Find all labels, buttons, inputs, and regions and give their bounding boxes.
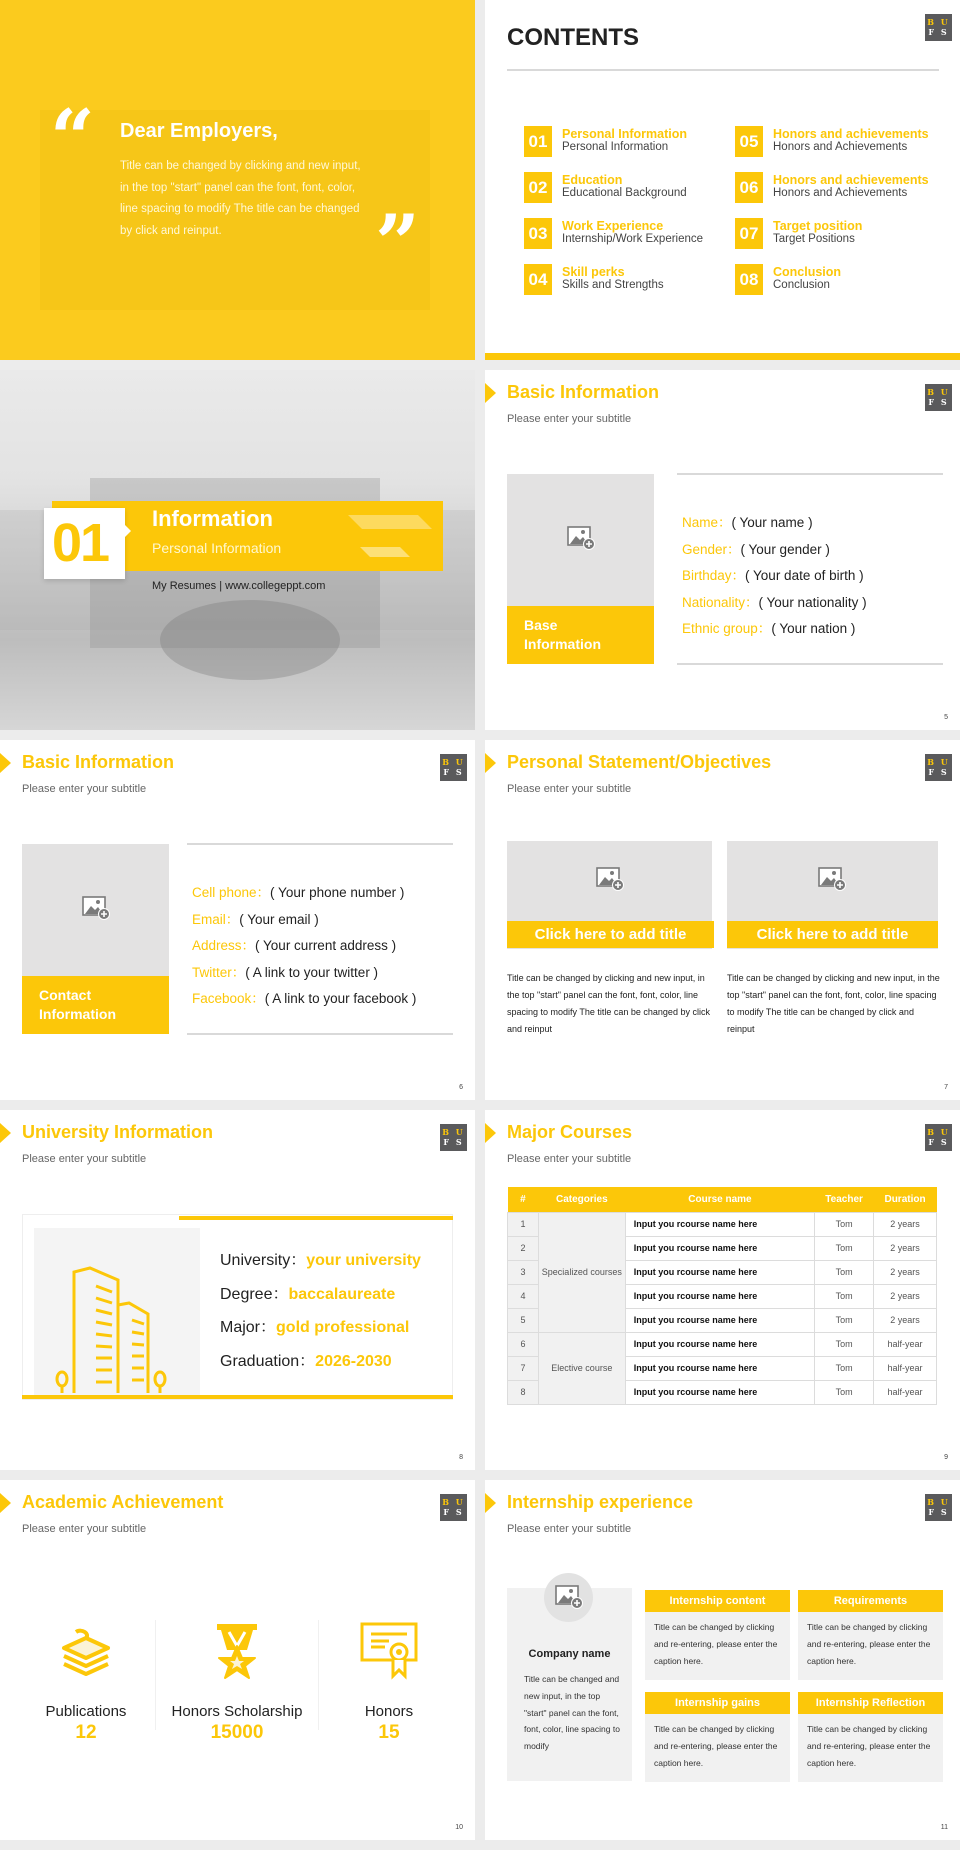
header-arrow-icon bbox=[0, 753, 11, 773]
table-header-row bbox=[508, 1187, 937, 1212]
header-arrow-icon bbox=[0, 1123, 11, 1143]
slide-subtitle: Please enter your subtitle bbox=[22, 1523, 147, 1535]
toc-title: Skill perks bbox=[562, 265, 625, 279]
bufs-logo: B U F S bbox=[440, 1124, 467, 1151]
photo-tree bbox=[160, 600, 340, 680]
slide-title: Basic Information bbox=[22, 752, 175, 772]
slide-basic-information bbox=[485, 370, 960, 730]
card-body: Title can be changed by clicking and new input, in the top "start" panel can the font, font, color, line spacing to modify The title can be changed by click and reinput bbox=[507, 973, 710, 1034]
header-arrow-icon bbox=[485, 383, 496, 403]
add-image-icon[interactable] bbox=[82, 896, 110, 920]
bufs-logo: B U F S bbox=[925, 1494, 952, 1521]
slide-title: Internship experience bbox=[507, 1492, 694, 1512]
toc-number: 01 bbox=[524, 126, 552, 157]
divider bbox=[187, 843, 453, 845]
field-facebook[interactable]: Facebook：( A link to your facebook ) bbox=[192, 991, 417, 1006]
field-birthday[interactable]: Birthday：( Your date of birth ) bbox=[682, 568, 864, 583]
bufs-logo: B U F S bbox=[925, 754, 952, 781]
cover-title: Dear Employers, bbox=[120, 120, 278, 142]
field-address[interactable]: Address：( Your current address ) bbox=[192, 938, 397, 953]
column-header: Teacher bbox=[815, 1187, 874, 1212]
section-title: Information bbox=[152, 506, 273, 531]
achievement-scholarship bbox=[157, 1620, 317, 1744]
header-arrow-icon bbox=[485, 753, 496, 773]
box-body: Title can be changed by clicking and re-entering, please enter the caption here. bbox=[654, 1724, 778, 1768]
slide-subtitle: Please enter your subtitle bbox=[507, 783, 632, 795]
card-caption[interactable]: Click here to add title bbox=[727, 921, 938, 948]
medal-icon bbox=[207, 1620, 267, 1680]
slide-personal-statement bbox=[485, 740, 960, 1100]
slide-title: Academic Achievement bbox=[22, 1492, 224, 1512]
toc-title: Conclusion bbox=[773, 265, 842, 279]
card-caption: Base Information bbox=[507, 606, 654, 664]
achievement-value: 15000 bbox=[210, 1722, 264, 1743]
decor-stripe bbox=[348, 515, 432, 529]
achievement-value: 12 bbox=[75, 1722, 97, 1743]
company-description: Title can be changed and new input, in the top "start" panel can the font, font, color, line spacing to modify bbox=[524, 1674, 620, 1752]
slide-major-courses bbox=[485, 1110, 960, 1470]
certificate-icon bbox=[359, 1620, 419, 1680]
slide-subtitle: Please enter your subtitle bbox=[22, 783, 147, 795]
section-credit: My Resumes | www.collegeppt.com bbox=[152, 580, 326, 592]
toc-subtitle: Personal Information bbox=[562, 141, 669, 153]
photo-placeholder[interactable] bbox=[22, 844, 169, 1034]
page-number: 8 bbox=[459, 1454, 463, 1461]
achievement-value: 15 bbox=[378, 1722, 400, 1743]
category-cell: Specialized courses bbox=[538, 1212, 625, 1332]
field-name[interactable]: Name：( Your name ) bbox=[682, 515, 813, 530]
cover-body: Title can be changed by clicking and new input, in the top "start" panel can the font, font, color, line spacing to modify The title can be changed by click and reinput. bbox=[120, 160, 361, 237]
table-row[interactable]: 7 Input you rcourse name here Tom half-year bbox=[508, 1356, 937, 1380]
toc-title: Personal Information bbox=[562, 127, 688, 141]
slide-academic-achievement bbox=[0, 1480, 475, 1840]
contact-fields bbox=[192, 881, 416, 1014]
divider bbox=[677, 663, 943, 665]
table-row[interactable]: 8 Input you rcourse name here Tom half-year bbox=[508, 1380, 937, 1404]
page-number: 11 bbox=[940, 1824, 948, 1831]
company-name: Company name bbox=[528, 1648, 611, 1660]
page-number: 5 bbox=[944, 714, 948, 721]
slide-title: Basic Information bbox=[507, 382, 660, 402]
box-body: Title can be changed by clicking and re-entering, please enter the caption here. bbox=[654, 1622, 778, 1666]
toc-number: 05 bbox=[735, 126, 763, 157]
toc-subtitle: Honors and Achievements bbox=[773, 141, 908, 153]
field-ethnic-group[interactable]: Ethnic group：( Your nation ) bbox=[682, 621, 856, 636]
table-row[interactable]: 2 Input you rcourse name here Tom 2 years bbox=[508, 1236, 937, 1260]
add-image-icon[interactable] bbox=[818, 867, 846, 891]
column-header: Categories bbox=[538, 1187, 625, 1212]
toc-number: 08 bbox=[735, 264, 763, 295]
divider bbox=[155, 1620, 156, 1730]
slide-subtitle: Please enter your subtitle bbox=[507, 413, 632, 425]
box-title: Internship gains bbox=[645, 1692, 790, 1714]
column-header: # bbox=[508, 1187, 539, 1212]
add-image-icon[interactable] bbox=[555, 1585, 583, 1609]
detail-university[interactable]: University：your university bbox=[220, 1252, 421, 1269]
info-box-internship-reflection bbox=[798, 1692, 943, 1782]
contents-title: CONTENTS bbox=[507, 24, 639, 51]
header-arrow-icon bbox=[0, 1493, 11, 1513]
slide-contact-information bbox=[0, 740, 475, 1100]
info-box-internship-content bbox=[645, 1590, 790, 1680]
toc-title: Target position bbox=[773, 219, 863, 233]
header-arrow-icon bbox=[485, 1123, 496, 1143]
achievement-label: Honors bbox=[364, 1703, 414, 1720]
toc-number: 06 bbox=[735, 172, 763, 203]
toc-subtitle: Internship/Work Experience bbox=[562, 233, 704, 245]
slide-title: Personal Statement/Objectives bbox=[507, 752, 772, 772]
column-header: Duration bbox=[874, 1187, 937, 1212]
section-number: 01 bbox=[52, 513, 109, 573]
add-image-icon[interactable] bbox=[567, 526, 595, 550]
card-caption: Contact Information bbox=[22, 976, 169, 1034]
achievement-label: Publications bbox=[45, 1703, 127, 1720]
table-row[interactable]: 4 Input you rcourse name here Tom 2 years bbox=[508, 1284, 937, 1308]
slide-title: Major Courses bbox=[507, 1122, 633, 1142]
card-caption[interactable]: Click here to add title bbox=[507, 921, 714, 948]
toc-number: 07 bbox=[735, 218, 763, 249]
box-body: Title can be changed by clicking and re-entering, please enter the caption here. bbox=[807, 1724, 931, 1768]
toc-subtitle: Educational Background bbox=[562, 187, 687, 199]
detail-graduation[interactable]: Graduation：2026-2030 bbox=[220, 1352, 392, 1370]
books-icon bbox=[56, 1620, 116, 1680]
accent-bar bbox=[22, 1395, 453, 1399]
accent-bar bbox=[485, 353, 960, 360]
bufs-logo: B U F S bbox=[925, 14, 952, 41]
toc-number: 04 bbox=[524, 264, 552, 295]
accent-bar bbox=[179, 1216, 453, 1220]
toc-title: Honors and achievements bbox=[773, 127, 929, 141]
field-twitter[interactable]: Twitter：( A link to your twitter ) bbox=[192, 964, 379, 980]
open-quote-icon: “ bbox=[50, 93, 95, 184]
slide-subtitle: Please enter your subtitle bbox=[507, 1523, 632, 1535]
bufs-logo: B U F S bbox=[925, 1124, 952, 1151]
table-row[interactable]: 6 Elective course Input you rcourse name here Tom half-year bbox=[508, 1332, 937, 1356]
bufs-logo: B U F S bbox=[925, 384, 952, 411]
toc-subtitle: Skills and Strengths bbox=[562, 279, 664, 291]
table-row[interactable]: 5 Input you rcourse name here Tom 2 years bbox=[508, 1308, 937, 1332]
box-body: Title can be changed by clicking and re-entering, please enter the caption here. bbox=[807, 1622, 931, 1666]
photo-placeholder[interactable] bbox=[507, 474, 654, 664]
notch bbox=[125, 525, 131, 537]
toc-title: Honors and achievements bbox=[773, 173, 929, 187]
bufs-logo: B U F S bbox=[440, 754, 467, 781]
company-logo-placeholder[interactable] bbox=[544, 1573, 593, 1622]
divider bbox=[677, 473, 943, 475]
table-row[interactable]: 3 Input you rcourse name here Tom 2 years bbox=[508, 1260, 937, 1284]
slide-internship-experience bbox=[485, 1480, 960, 1840]
university-details bbox=[220, 1247, 421, 1381]
achievement-label: Honors Scholarship bbox=[171, 1703, 303, 1720]
toc-subtitle: Target Positions bbox=[773, 233, 855, 245]
achievement-honors bbox=[309, 1620, 469, 1744]
slide-contents bbox=[485, 0, 960, 360]
page-number: 6 bbox=[459, 1084, 463, 1091]
box-title: Requirements bbox=[798, 1590, 943, 1612]
field-gender[interactable]: Gender：( Your gender ) bbox=[682, 541, 830, 557]
courses-table bbox=[507, 1187, 937, 1405]
buildings-icon bbox=[34, 1228, 200, 1395]
slide-subtitle: Please enter your subtitle bbox=[22, 1153, 147, 1165]
toc-subtitle: Honors and Achievements bbox=[773, 187, 908, 199]
slide-university-information bbox=[0, 1110, 475, 1470]
toc-number: 02 bbox=[524, 172, 552, 203]
toc-title: Work Experience bbox=[562, 219, 664, 233]
detail-degree[interactable]: Degree：baccalaureate bbox=[220, 1285, 396, 1303]
section-number-box bbox=[44, 508, 125, 579]
slide-title: University Information bbox=[22, 1122, 214, 1142]
box-title: Internship content bbox=[645, 1590, 790, 1612]
page-number: 10 bbox=[455, 1824, 463, 1831]
slide-subtitle: Please enter your subtitle bbox=[507, 1153, 632, 1165]
detail-major[interactable]: Major：gold professional bbox=[220, 1319, 410, 1336]
page-number: 9 bbox=[944, 1454, 948, 1461]
toc-title: Education bbox=[562, 173, 623, 187]
add-image-icon[interactable] bbox=[596, 867, 624, 891]
field-nationality[interactable]: Nationality：( Your nationality ) bbox=[682, 594, 867, 610]
field-email[interactable]: Email：( Your email ) bbox=[192, 911, 319, 927]
page-number: 7 bbox=[944, 1084, 948, 1091]
box-title: Internship Reflection bbox=[798, 1692, 943, 1714]
toc-number: 03 bbox=[524, 218, 552, 249]
toc-subtitle: Conclusion bbox=[773, 279, 830, 291]
slide-cover-letter bbox=[0, 0, 475, 360]
close-quote-icon: ” bbox=[375, 198, 420, 289]
info-fields bbox=[682, 511, 867, 644]
achievement-publications bbox=[6, 1620, 166, 1744]
table-row[interactable]: 1 Specialized courses Input you rcourse name here Tom 2 years bbox=[508, 1212, 937, 1236]
card-body: Title can be changed by clicking and new input, in the top "start" panel can the font, font, color, line spacing to modify The title can be changed by click and reinput bbox=[727, 973, 940, 1034]
bufs-logo: B U F S bbox=[440, 1494, 467, 1521]
field-cell-phone[interactable]: Cell phone：( Your phone number ) bbox=[192, 885, 405, 900]
section-subtitle: Personal Information bbox=[152, 540, 282, 556]
divider bbox=[187, 1033, 453, 1035]
column-header: Course name bbox=[625, 1187, 814, 1212]
slide-section-divider bbox=[0, 370, 475, 730]
header-arrow-icon bbox=[485, 1493, 496, 1513]
category-cell: Elective course bbox=[538, 1332, 625, 1404]
info-box-internship-gains bbox=[645, 1692, 790, 1782]
divider bbox=[507, 69, 939, 71]
illustration-panel bbox=[34, 1228, 200, 1395]
info-box-requirements bbox=[798, 1590, 943, 1680]
